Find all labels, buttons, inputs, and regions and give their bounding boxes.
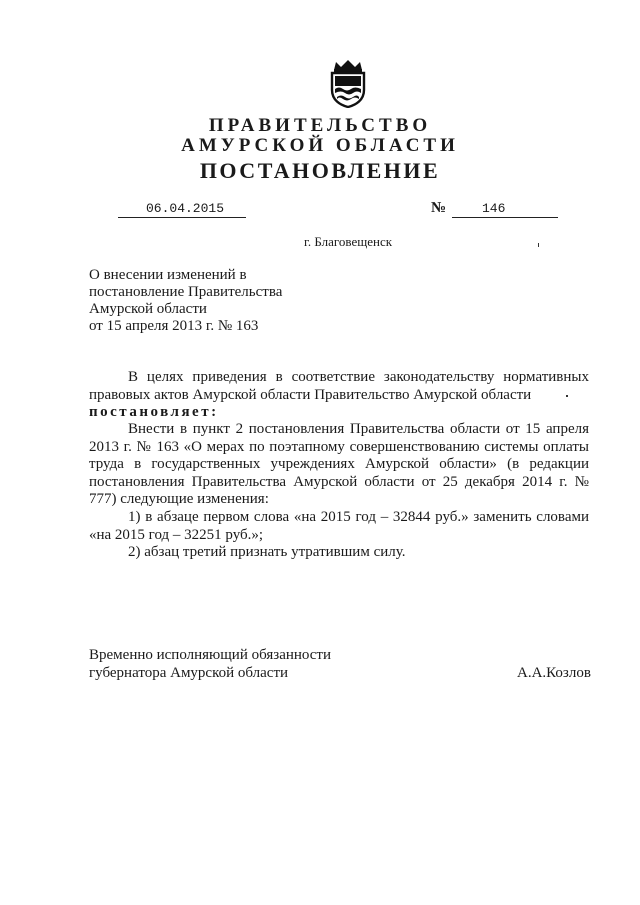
subject-line: О внесении изменений в [89, 267, 247, 283]
subject-line: Амурской области [89, 301, 207, 317]
subject-block [89, 267, 389, 335]
signatory-name: А.А.Козлов [517, 665, 591, 681]
main-item-paragraph: Внести в пункт 2 постановления Правительства области от 15 апреля 2013 г. № 163 «О мерах по поэтапному совершенствованию системы оплаты труда в государственных учреждениях Амурской области» (в редакции постановления Правительства Амурской области от 25 декабря 2014 г. № 777) следующие изменения: [89, 421, 589, 507]
scan-speck [538, 243, 539, 247]
coat-of-arms-icon [326, 58, 370, 108]
document-date: 06.04.2015 [146, 201, 225, 216]
preamble-paragraph: В целях приведения в соответствие законодательству нормативных правовых актов Амурской области Правительство Амурской области [89, 369, 589, 403]
signatory-title-line1: Временно исполняющий обязанности [89, 647, 332, 663]
city: г. Благовещенск [304, 234, 393, 249]
subject-line: от 15 апреля 2013 г. № 163 [89, 318, 259, 334]
subject-line: постановление Правительства [89, 284, 283, 300]
org-name-line1: ПРАВИТЕЛЬСТВО [208, 115, 432, 136]
item-1-paragraph: 1) в абзаце первом слова «на 2015 год – 32844 руб.» заменить словами «на 2015 год – 32251 руб.»; [89, 509, 589, 543]
scan-speck [566, 395, 568, 397]
number-label: № [431, 200, 447, 216]
item-2-paragraph: 2) абзац третий признать утратившим силу. [128, 544, 406, 560]
org-name-line2: АМУРСКОЙ ОБЛАСТИ [181, 135, 459, 156]
resolves-word: постановляет: [89, 404, 219, 420]
document-type-title: ПОСТАНОВЛЕНИЕ [199, 158, 441, 183]
document-number: 146 [482, 201, 506, 216]
signatory-title-line2: губернатора Амурской области [89, 665, 289, 681]
